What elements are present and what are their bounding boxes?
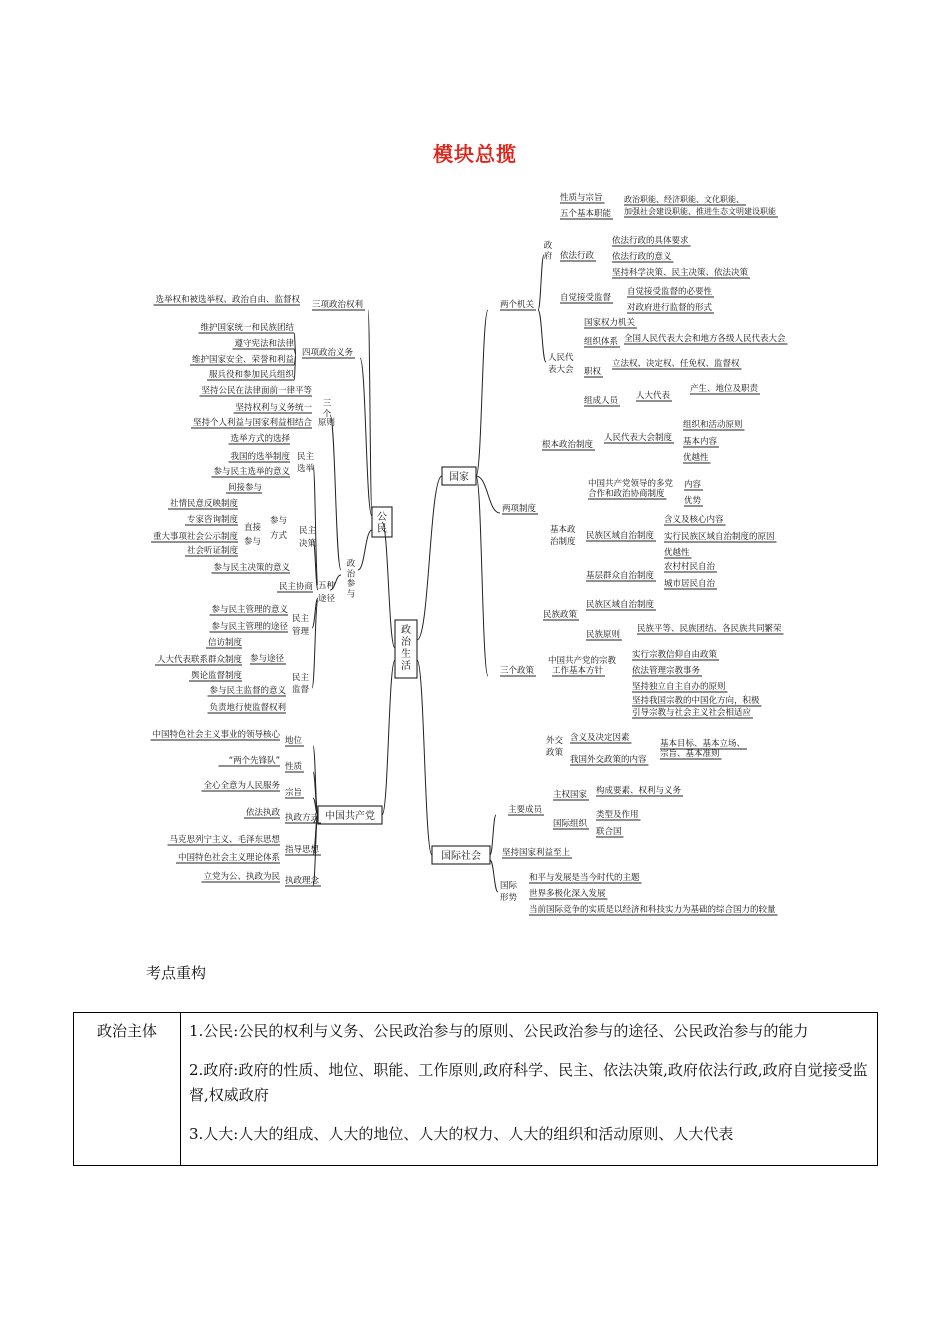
- branch-policies: 三个政策: [500, 666, 535, 676]
- review-point: 1.公民:公民的权利与义务、公民政治参与的原则、公民政治参与的途径、公民政治参与的能力: [189, 1022, 809, 1040]
- branch-foreign: 外交: [546, 736, 564, 746]
- branch-systems: 两项制度: [502, 504, 537, 514]
- leaf-election: 选举方式的选择: [230, 434, 290, 444]
- page-title: 模块总揽: [433, 142, 517, 166]
- leaf-fundamental-sub: 人民代表大会制度: [604, 433, 673, 443]
- leaf-foreign-content: 宗旨、基本准则: [660, 749, 720, 759]
- branch-foreign: 政策: [546, 748, 564, 758]
- branch-decision: 决策: [299, 539, 317, 549]
- node-intl-label: 国际社会: [441, 851, 481, 862]
- points-cell: [181, 1013, 878, 1166]
- leaf-principle: 坚持公民在法律面前一律平等: [201, 386, 312, 396]
- leaf-religion: 坚持独立自主自办的原则: [632, 682, 726, 692]
- leaf-fundamental: 基本内容: [683, 437, 718, 447]
- branch-npc-members: 组成人员: [584, 396, 619, 406]
- branch-supervise: 监督: [292, 685, 310, 695]
- leaf-manage: 参与民主管理的途径: [211, 622, 288, 632]
- table-row: [74, 1013, 878, 1166]
- branch-sovereign: 主权国家: [553, 790, 588, 800]
- leaf-religion: 坚持我国宗教的中国化方向，积极: [632, 696, 760, 706]
- leaf-foreign: 我国外交政策的内容: [570, 755, 647, 765]
- leaf-direct: 专家咨询制度: [186, 515, 238, 525]
- branch-basic: 治制度: [550, 537, 576, 547]
- leaf-ethnic-principle: 民族平等、民族团结、各民族共同繁荣: [637, 624, 782, 634]
- branch-election: 选举: [297, 464, 315, 474]
- leaf-cppcc: 优势: [684, 496, 702, 506]
- review-point: 3.人大:人大的组成、人大的地位、人大的权力、人大的组织和活动原则、人大代表: [189, 1125, 734, 1143]
- leaf-foreign-content: 基本目标、基本立场、: [660, 739, 746, 749]
- leaf-election: 我国的选举制度: [230, 452, 290, 462]
- leaf-duty: 服兵役和参加民兵组织: [208, 370, 294, 380]
- root-node-label: 政: [401, 625, 411, 636]
- branch-method: 参与: [270, 516, 288, 526]
- node-party-label: 中国共产党: [325, 811, 375, 822]
- branch-org: 国际组织: [553, 819, 588, 829]
- leaf-interest: 坚持国家利益至上: [502, 848, 571, 858]
- leaf-npc-power: 立法权、决定权、任免权、监督权: [612, 359, 740, 369]
- leaf-decision-meaning: 参与民主决策的意义: [213, 563, 290, 573]
- leaf-rights: 选举权和被选举权、政治自由、监督权: [155, 295, 300, 305]
- branch-situation: 形势: [500, 893, 518, 903]
- leaf-grassroots: 农村村民自治: [664, 562, 716, 572]
- leaf-direct: 社情民意反映制度: [169, 499, 238, 509]
- branch-party: 执政方式: [285, 813, 320, 823]
- leaf-npc-system: 全国人民代表大会和地方各级人民代表大会: [624, 334, 786, 344]
- leaf-fundamental: 优越性: [683, 453, 709, 463]
- branch-ways: 五种: [318, 581, 336, 591]
- branch-ways: 途径: [318, 594, 336, 604]
- leaf-sovereign: 构成要素、权利与义务: [596, 786, 682, 796]
- branch-religion: 中国共产党的宗教: [548, 656, 617, 666]
- branch-party: 宗旨: [285, 788, 303, 798]
- branch-party: 执政理念: [285, 876, 320, 886]
- leaf-regional: 优越性: [664, 548, 690, 558]
- leaf-manage: 参与民主管理的意义: [211, 605, 288, 615]
- branch-duties: 四项政治义务: [302, 348, 354, 358]
- leaf-party: 马克思列宁主义、毛泽东思想: [169, 835, 280, 845]
- branch-decision: 民主: [299, 526, 317, 536]
- branch-grassroots: 基层群众自治制度: [586, 571, 655, 581]
- branch-direct: 参与: [244, 537, 262, 547]
- leaf-supervise-way: 舆论监督制度: [190, 671, 242, 681]
- leaf-org: 类型及作用: [596, 810, 639, 820]
- branch-principles: 三: [322, 399, 332, 409]
- branch-cppcc: 合作和政治协商制度: [588, 489, 665, 499]
- branch-party: 性质: [285, 762, 303, 772]
- branch-supervision: 自觉接受监督: [560, 293, 612, 303]
- leaf-consult: 民主协商: [278, 582, 313, 592]
- subject-cell: 政治主体: [74, 1013, 181, 1166]
- branch-participation: 与: [346, 589, 356, 600]
- branch-supervise-way: 参与途径: [250, 654, 285, 664]
- branch-election: 民主: [297, 452, 315, 462]
- leaf-supervise-way: 人大代表联系群众制度: [156, 655, 242, 665]
- leaf-duty: 维护国家安全、荣誉和利益: [191, 355, 294, 365]
- leaf-principle: 坚持权利与义务统一: [235, 403, 312, 413]
- branch-npc: 人民代: [548, 353, 574, 363]
- leaf-supervision: 对政府进行监督的形式: [627, 303, 713, 313]
- branch-npc-system: 组织体系: [584, 337, 619, 347]
- leaf-regional: 实行民族区域自治制度的原因: [664, 532, 775, 542]
- branch-cppcc: 中国共产党领导的多党: [588, 479, 674, 489]
- branch-fundamental: 根本政治制度: [542, 440, 594, 450]
- branch-manage: 民主: [292, 614, 310, 624]
- branch-participation: 参: [346, 579, 356, 589]
- leaf-election: 参与民主选举的意义: [213, 467, 290, 477]
- node-state-label: 国家: [449, 472, 469, 483]
- section-heading: 考点重构: [146, 964, 207, 982]
- leaf-duty: 维护国家统一和民族团结: [200, 323, 294, 333]
- leaf-direct: 社会听证制度: [186, 546, 238, 556]
- leaf-npc-members: 产生、地位及职责: [690, 384, 759, 394]
- leaf-religion: 依法管理宗教事务: [632, 666, 701, 676]
- branch-government: 政: [543, 241, 553, 251]
- root-node-label: 治: [401, 637, 411, 648]
- leaf-religion: 实行宗教信仰自由政策: [632, 650, 718, 660]
- branch-principles: 个: [322, 409, 332, 420]
- branch-ethnic-principle: 民族原则: [586, 630, 621, 640]
- leaf-foreign: 含义及决定因素: [570, 733, 630, 743]
- leaf-direct: 重大事项社会公示制度: [152, 532, 238, 542]
- root-node-label: 生: [401, 649, 411, 660]
- branch-rights: 三项政治权利: [312, 300, 364, 310]
- leaf-cppcc: 内容: [684, 480, 702, 490]
- leaf-party: 中国特色社会主义理论体系: [177, 853, 280, 863]
- leaf-indirect: 间接参与: [227, 483, 262, 493]
- leaf-lawful: 依法行政的意义: [612, 252, 672, 262]
- leaf-supervise: 参与民主监督的意义: [209, 686, 286, 696]
- branch-functions: 五个基本职能: [560, 209, 612, 219]
- leaf-party: 依法执政: [245, 808, 280, 818]
- leaf-functions: 政治职能、经济职能、文化职能、: [624, 195, 744, 204]
- branch-principles: 原则: [318, 418, 336, 428]
- leaf-regional: 含义及核心内容: [664, 515, 724, 525]
- leaf-party: 立党为公、执政为民: [203, 872, 280, 882]
- branch-basic: 基本政: [550, 525, 576, 535]
- leaf-supervise: 负责地行使监督权利: [209, 703, 286, 713]
- leaf-npc-organ: 国家权力机关: [584, 318, 636, 328]
- branch-party: 指导思想: [285, 845, 320, 855]
- branch-method: 方式: [270, 531, 288, 541]
- branch-npc-power: 职权: [584, 367, 602, 377]
- branch-manage: 管理: [292, 627, 310, 637]
- leaf-duty: 遵守宪法和法律: [234, 339, 294, 349]
- leaf-nature: 性质与宗旨: [560, 193, 603, 203]
- leaf-situation: 世界多极化深入发展: [529, 889, 606, 899]
- leaf-org: 联合国: [596, 827, 622, 837]
- leaf-lawful: 坚持科学决策、民主决策、依法决策: [612, 268, 749, 278]
- branch-intl-members: 主要成员: [508, 805, 543, 815]
- leaf-functions: 加强社会建设职能、推进生态文明建设职能: [624, 207, 776, 216]
- branch-npc: 表大会: [548, 365, 574, 375]
- branch-regional: 民族区域自治制度: [586, 531, 655, 541]
- branch-participation: 政: [346, 559, 356, 569]
- branch-ethnic: 民族政策: [543, 610, 578, 620]
- leaf-party: “两个先锋队”: [228, 756, 280, 766]
- branch-participation: 治: [346, 569, 356, 580]
- leaf-supervision: 自觉接受监督的必要性: [627, 287, 713, 297]
- branch-government: 府: [543, 251, 553, 262]
- leaf-lawful: 依法行政的具体要求: [612, 236, 689, 246]
- leaf-fundamental: 组织和活动原则: [683, 420, 743, 430]
- branch-organs: 两个机关: [500, 300, 535, 310]
- branch-direct: 直接: [244, 523, 262, 533]
- branch-religion: 工作基本方针: [552, 666, 604, 676]
- leaf-grassroots: 城市居民自治: [664, 579, 716, 589]
- branch-lawful: 依法行政: [560, 251, 595, 261]
- review-point: 2.政府:政府的性质、地位、职能、工作原则,政府科学、民主、依法决策,政府依法行政,政府自觉接受监督,权威政府: [189, 1061, 868, 1104]
- root-node-label: 活: [401, 661, 411, 672]
- leaf-supervise-way: 信访制度: [207, 638, 242, 648]
- leaf-situation: 当前国际竞争的实质是以经济和科技实力为基础的综合国力的较量: [529, 905, 776, 915]
- node-citizen-label: 民: [377, 524, 387, 535]
- leaf-party: 全心全意为人民服务: [203, 781, 280, 791]
- leaf-religion: 引导宗教与社会主义社会相适应: [632, 708, 752, 718]
- branch-supervise: 民主: [292, 673, 310, 683]
- leaf-party: 中国特色社会主义事业的领导核心: [152, 730, 280, 740]
- branch-party: 地位: [285, 736, 303, 746]
- leaf-principle: 坚持个人利益与国家利益相结合: [192, 418, 312, 428]
- leaf-ethnic: 民族区域自治制度: [586, 600, 655, 610]
- leaf-npc-delegate: 人大代表: [636, 391, 671, 401]
- leaf-situation: 和平与发展是当今时代的主题: [529, 873, 640, 883]
- branch-situation: 国际: [500, 881, 518, 891]
- review-table: [73, 1012, 878, 1166]
- node-citizen-label: 公: [377, 512, 387, 523]
